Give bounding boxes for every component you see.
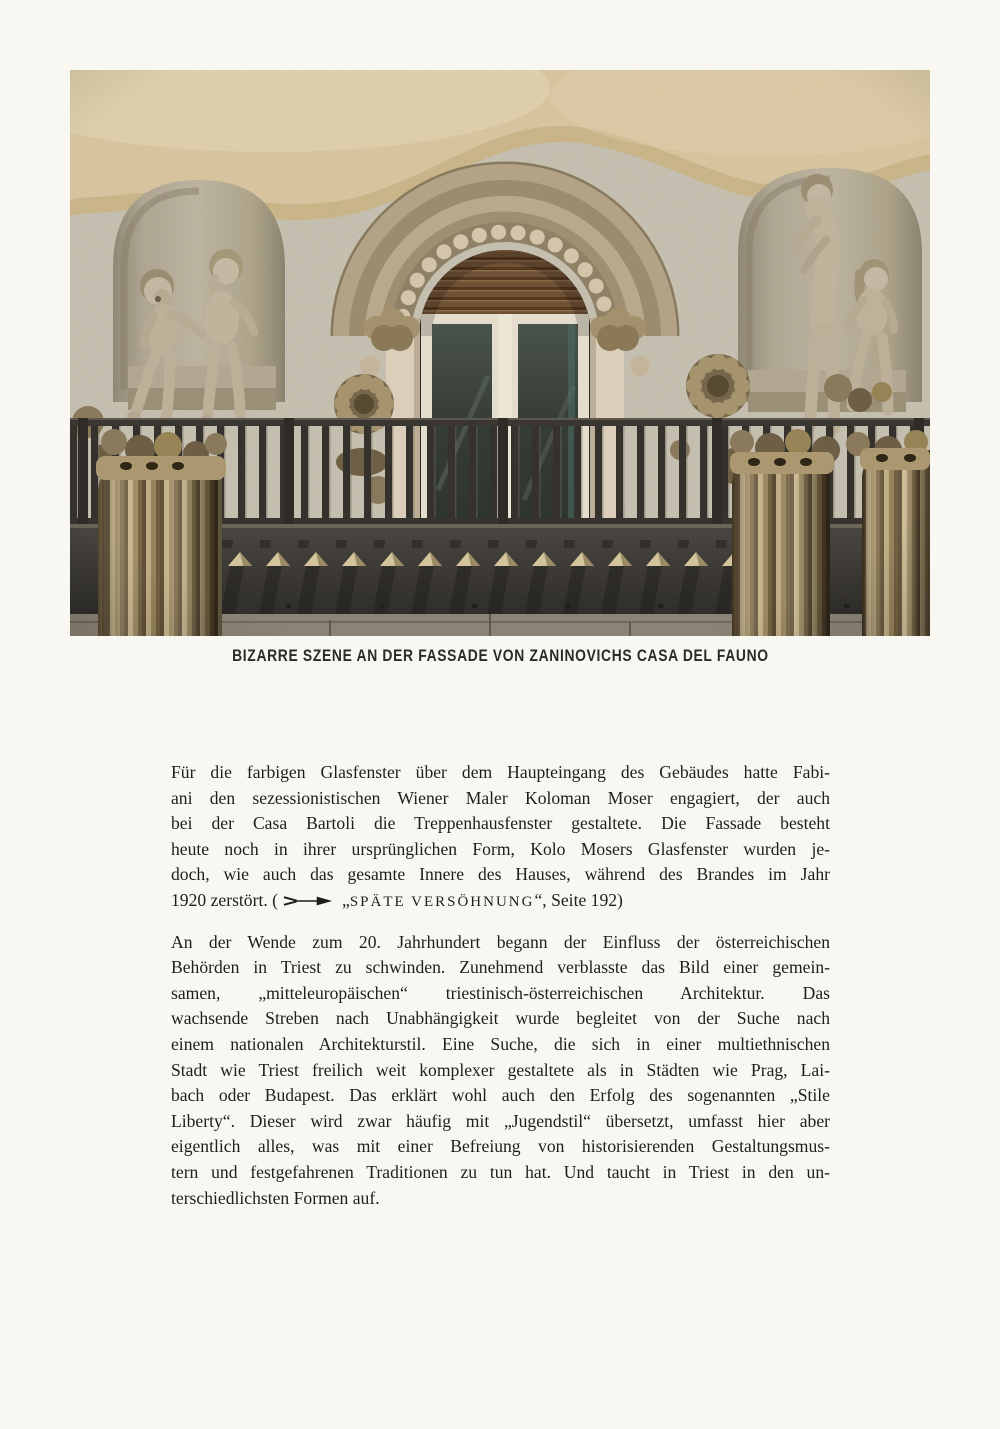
text-line: tern und festgefahrenen Traditionen zu tun hat. Und taucht in Triest in den un-	[171, 1161, 830, 1182]
text-line: Liberty“. Dieser wird zwar häufig mit „Jugendstil“ übersetzt, umfasst hier aber	[171, 1110, 830, 1131]
text-line: bach oder Budapest. Das erklärt wohl auch den Erfolg des sogenannten „Stile	[171, 1085, 830, 1106]
text-line: An der Wende zum 20. Jahrhundert begann der Einfluss der österreichischen	[171, 931, 830, 952]
long-arrow-right-icon	[282, 895, 336, 907]
facade-photograph	[70, 70, 930, 636]
paragraph-two	[171, 930, 830, 1212]
text-line: samen, „mitteleuropäischen“ triestinisch-österreichischen Architektur. Das	[171, 982, 830, 1003]
text-line: eigentlich alles, was mit einer Befreiung von historisierenden Gestaltungsmus-	[171, 1136, 830, 1157]
text-line: heute noch in ihrer ursprünglichen Form, Kolo Mosers Glasfenster wurden je-	[171, 838, 830, 859]
text-line: doch, wie auch das gesamte Innere des Hauses, während des Brandes im Jahr	[171, 864, 830, 885]
photo-caption	[70, 647, 930, 666]
text-line: wachsende Streben nach Unabhängigkeit wurde begleitet von der Suche nach	[171, 1008, 830, 1029]
reference-quote-open: „	[342, 889, 350, 910]
text-line: Für die farbigen Glasfenster über dem Haupteingang des Gebäudes hatte Fabi-	[171, 762, 830, 782]
article-text	[171, 760, 830, 1211]
text-line: bei der Casa Bartoli die Treppenhausfenster gestaltete. Die Fassade besteht	[171, 813, 830, 834]
reference-prefix: 1920 zerstört. (	[171, 889, 278, 910]
text-line: terschiedlichsten Formen auf.	[171, 1187, 380, 1208]
facade-photo-svg	[70, 70, 930, 636]
text-line: ani den sezessionistischen Wiener Maler Koloman Moser engagiert, der auch	[171, 787, 830, 808]
text-line: Behörden in Triest zu schwinden. Zunehmend verblasste das Bild einer gemein-	[171, 957, 830, 978]
photo-caption-text: BIZARRE SZENE AN DER FASSADE VON ZANINOVICHS CASA DEL FAUNO	[231, 647, 769, 665]
text-line: Stadt wie Triest freilich weit komplexer gestaltete als in Städten wie Prag, Lai-	[171, 1059, 830, 1080]
paragraph-one	[171, 760, 830, 914]
reference-suffix: “, Seite 192)	[534, 889, 623, 910]
text-line: einem nationalen Architekturstil. Eine Suche, die sich in einer multiethnischen	[171, 1033, 830, 1054]
reference-line	[171, 888, 830, 914]
photo-vignette	[70, 70, 930, 636]
reference-title: SPÄTE VERSÖHNUNG	[349, 893, 535, 910]
